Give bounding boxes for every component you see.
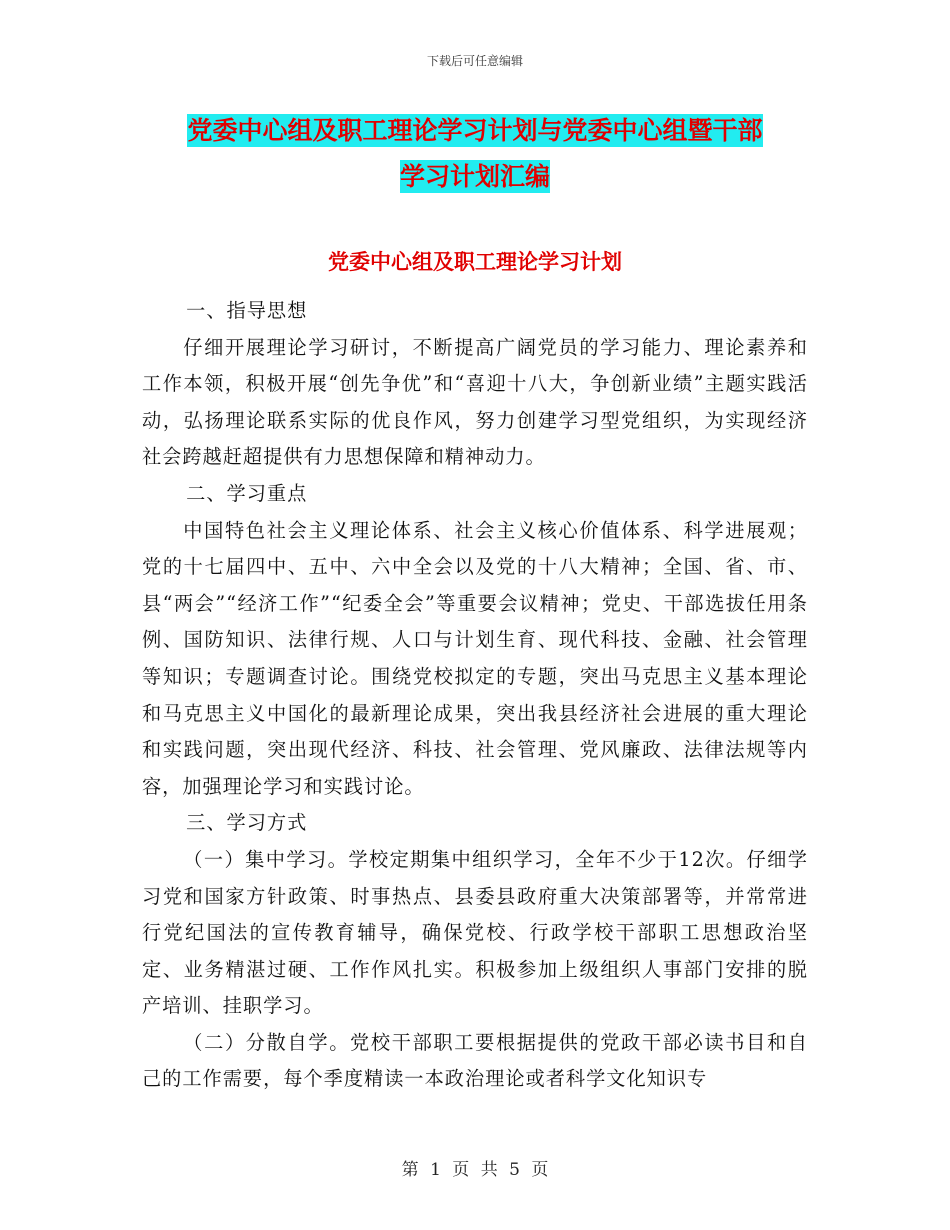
body-paragraph: 中国特色社会主义理论体系、社会主义核心价值体系、科学进展观；党的十七届四中、五中、六中全会以及党的十八大精神；全国、省、市、县“两会”“经济工作”“纪委全会”等重要会议精神；党史、干部选拔任用条例、国防知识、法律行规、人口与计划生育、现代科技、金融、社会管理等知识；专题调查讨论。围绕党校拟定的专题，突出马克思主义基本理论和马克思主义中国化的最新理论成果，突出我县经济社会进展的重大理论和实践问题，突出现代经济、科技、社会管理、党风廉政、法律法规等内容，加强理论学习和实践讨论。 [142,518,808,798]
section-heading: 三、学习方式 [186,811,308,835]
document-title-line-1: 党委中心组及职工理论学习计划与党委中心组暨干部 [187,116,763,145]
page-header: 下载后可任意编辑 [426,54,523,68]
page-number-footer: 第 1 页 共 5 页 [401,1160,549,1180]
section-heading: 二、学习重点 [186,481,308,505]
body-paragraph: （一）集中学习。学校定期集中组织学习，全年不少于12次。仔细学习党和国家方针政策、时事热点、县委县政府重大决策部署等，并常常进行党纪国法的宣传教育辅导，确保党校、行政学校干部职工思想政治坚定、业务精湛过硬、工作作风扎实。积极参加上级组织人事部门安排的脱产培训、挂职学习。 [142,847,808,1018]
body-paragraph: （二）分散自学。党校干部职工要根据提供的党政干部必读书目和自己的工作需要，每个季度精读一本政治理论或者科学文化知识专 [142,1030,808,1091]
document-body [142,293,808,1098]
section-title: 党委中心组及职工理论学习计划 [328,250,622,274]
document-title-line-2: 学习计划汇编 [399,162,550,191]
section-heading: 一、指导思想 [186,299,308,322]
document-title [140,108,810,200]
body-paragraph: 仔细开展理论学习研讨，不断提高广阔党员的学习能力、理论素养和工作本领，积极开展“创先争优”和“喜迎十八大，争创新业绩”主题实践活动，弘扬理论联系实际的优良作风，努力创建学习型党组织，为实现经济社会跨越赶超提供有力思想保障和精神动力。 [142,335,808,469]
